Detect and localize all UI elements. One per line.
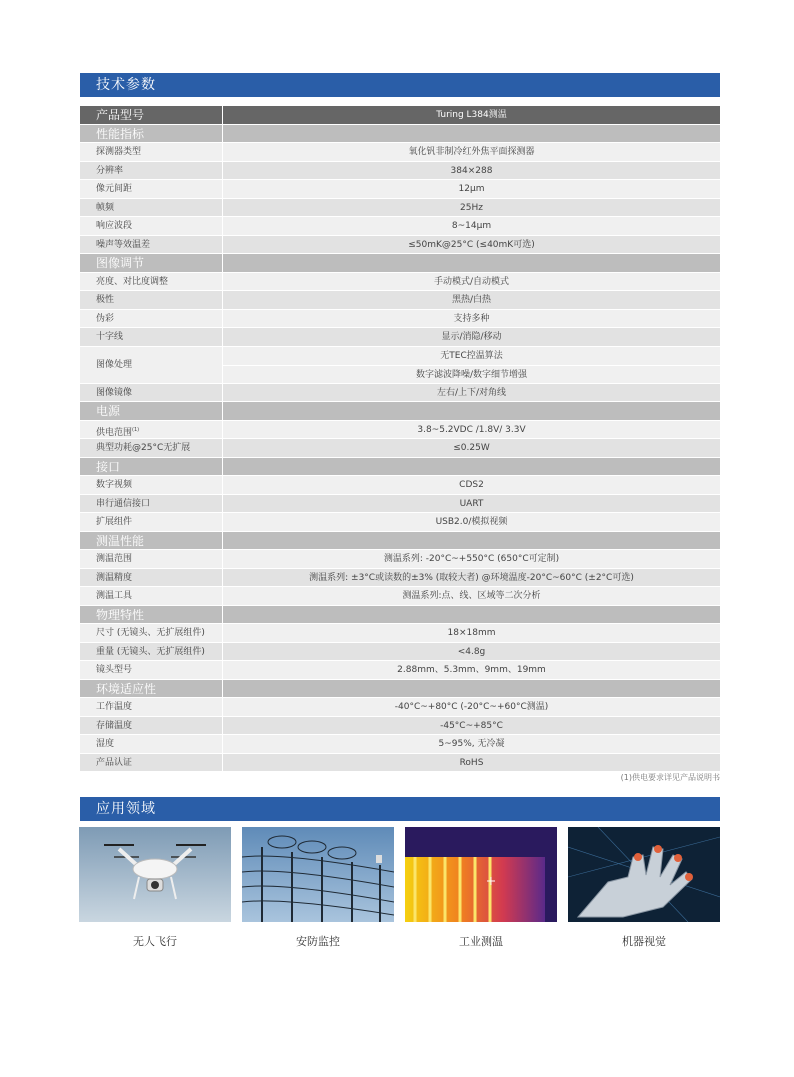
table-row xyxy=(80,661,720,680)
row-value: 18×18mm xyxy=(447,628,496,638)
row-value: 测温系列: ±3°C或读数的±3% (取较大者) @环境温度-20°C~60°C (±2°C可选) xyxy=(309,572,634,583)
table-row xyxy=(80,180,720,199)
row-label: 噪声等效温差 xyxy=(80,236,223,254)
table-row xyxy=(80,162,720,181)
row-value: 无TEC控温算法 xyxy=(223,347,720,367)
row-label: 图像处理 xyxy=(80,347,223,383)
table-row xyxy=(80,550,720,569)
row-label: 扩展组件 xyxy=(80,513,223,531)
app-caption: 机器视觉 xyxy=(622,935,666,948)
model-label: 产品型号 xyxy=(80,106,223,124)
row-label: 分辨率 xyxy=(80,162,223,180)
row-label: 重量 (无镜头、无扩展组件) xyxy=(80,643,223,661)
tech-params-title: 技术参数 xyxy=(80,73,720,97)
model-row xyxy=(80,106,720,125)
table-row xyxy=(80,569,720,588)
row-label: 亮度、对比度调整 xyxy=(80,273,223,291)
table-row xyxy=(80,476,720,495)
row-value: CDS2 xyxy=(459,480,484,490)
row-value: 25Hz xyxy=(460,202,483,213)
row-label: 数字视频 xyxy=(80,476,223,494)
group-label: 测温性能 xyxy=(80,532,223,550)
table-row xyxy=(80,328,720,347)
table-row xyxy=(80,439,720,458)
row-label: 尺寸 (无镜头、无扩展组件) xyxy=(80,624,223,642)
footnote-marker: (1) xyxy=(132,426,140,433)
row-label: 存储温度 xyxy=(80,717,223,735)
row-value: 显示/消隐/移动 xyxy=(441,332,502,342)
group-phys xyxy=(80,606,720,625)
row-value: RoHS xyxy=(459,757,484,768)
row-label: 探测器类型 xyxy=(80,143,223,161)
group-label: 电源 xyxy=(80,402,223,420)
footnote: (1)供电要求详见产品说明书 xyxy=(620,773,720,782)
row-value: 8~14μm xyxy=(451,221,492,231)
table-row xyxy=(80,310,720,329)
row-label: 测温精度 xyxy=(80,569,223,587)
model-value: Turing L384测温 xyxy=(436,110,507,120)
row-value: ≤0.25W xyxy=(453,443,490,453)
table-row xyxy=(80,199,720,218)
table-row xyxy=(80,421,720,440)
row-label: 工作温度 xyxy=(80,698,223,716)
group-label: 性能指标 xyxy=(80,125,223,143)
row-label: 湿度 xyxy=(80,735,223,753)
table-row xyxy=(80,754,720,773)
table-row xyxy=(80,735,720,754)
row-label: 响应波段 xyxy=(80,217,223,235)
row-label: 镜头型号 xyxy=(80,661,223,679)
row-label: 典型功耗@25°C无扩展 xyxy=(80,439,223,457)
table-row xyxy=(80,291,720,310)
group-image xyxy=(80,254,720,273)
app-caption: 安防监控 xyxy=(296,935,340,948)
row-label: 供电范围$^{(1)}$ xyxy=(80,421,223,439)
group-label: 环境适应性 xyxy=(80,680,223,698)
row-value: 左右/上下/对角线 xyxy=(436,387,507,398)
row-value: 数字滤波降噪/数字细节增强 xyxy=(415,370,528,380)
table-row xyxy=(80,143,720,162)
row-label: 图像镜像 xyxy=(80,384,223,402)
group-env xyxy=(80,680,720,699)
row-value: UART xyxy=(459,498,484,509)
row-value: 5~95%, 无冷凝 xyxy=(438,739,505,749)
row-value: 384×288 xyxy=(450,165,493,176)
row-value: 2.88mm、5.3mm、9mm、19mm xyxy=(397,665,546,675)
row-value: 测温系列: -20°C~+550°C (650°C可定制) xyxy=(383,554,560,564)
robot-hand-icon xyxy=(568,827,720,922)
row-value: -45°C~+85°C xyxy=(440,720,503,731)
group-perf xyxy=(80,125,720,144)
row-value: 手动模式/自动模式 xyxy=(433,276,510,287)
row-label: 产品认证 xyxy=(80,754,223,772)
row-label: 极性 xyxy=(80,291,223,309)
barbed-wire-icon xyxy=(242,827,394,922)
table-row xyxy=(80,236,720,255)
row-label: 测温工具 xyxy=(80,587,223,605)
group-interface xyxy=(80,458,720,477)
row-value: 支持多种 xyxy=(453,313,490,324)
table-row xyxy=(80,643,720,662)
row-value: 氧化钒非制冷红外焦平面探测器 xyxy=(408,147,535,157)
row-label: 像元间距 xyxy=(80,180,223,198)
app-caption: 无人飞行 xyxy=(133,935,177,948)
table-row xyxy=(80,384,720,403)
row-value: 12μm xyxy=(458,184,485,194)
drone-icon xyxy=(79,827,231,922)
table-row xyxy=(80,513,720,532)
group-power xyxy=(80,402,720,421)
table-row xyxy=(80,273,720,292)
spec-table xyxy=(80,106,720,772)
row-value: <4.8g xyxy=(457,646,486,657)
thermal-image-icon xyxy=(405,827,557,922)
group-label: 接口 xyxy=(80,458,223,476)
group-label: 图像调节 xyxy=(80,254,223,272)
table-row xyxy=(80,217,720,236)
row-value: USB2.0/模拟视频 xyxy=(435,517,508,527)
row-value: 黑热/白热 xyxy=(451,295,492,305)
row-value: -40°C~+80°C (-20°C~+60°C测温) xyxy=(394,702,549,712)
row-value: 测温系列:点、线、区域等二次分析 xyxy=(402,591,541,601)
table-row xyxy=(80,698,720,717)
table-row xyxy=(80,587,720,606)
group-label: 物理特性 xyxy=(80,606,223,624)
row-label: 十字线 xyxy=(80,328,223,346)
table-row xyxy=(80,717,720,736)
table-row xyxy=(80,624,720,643)
row-label: 测温范围 xyxy=(80,550,223,568)
row-label: 伪彩 xyxy=(80,310,223,328)
row-label: 帧频 xyxy=(80,199,223,217)
table-row xyxy=(80,347,720,384)
row-label: 串行通信接口 xyxy=(80,495,223,513)
applications-title: 应用领域 xyxy=(80,797,720,821)
row-value: 3.8~5.2VDC /1.8V/ 3.3V xyxy=(417,424,526,435)
group-temp xyxy=(80,532,720,551)
table-row xyxy=(80,495,720,514)
app-caption: 工业测温 xyxy=(459,935,503,948)
row-value: ≤50mK@25°C (≤40mK可选) xyxy=(408,239,535,250)
